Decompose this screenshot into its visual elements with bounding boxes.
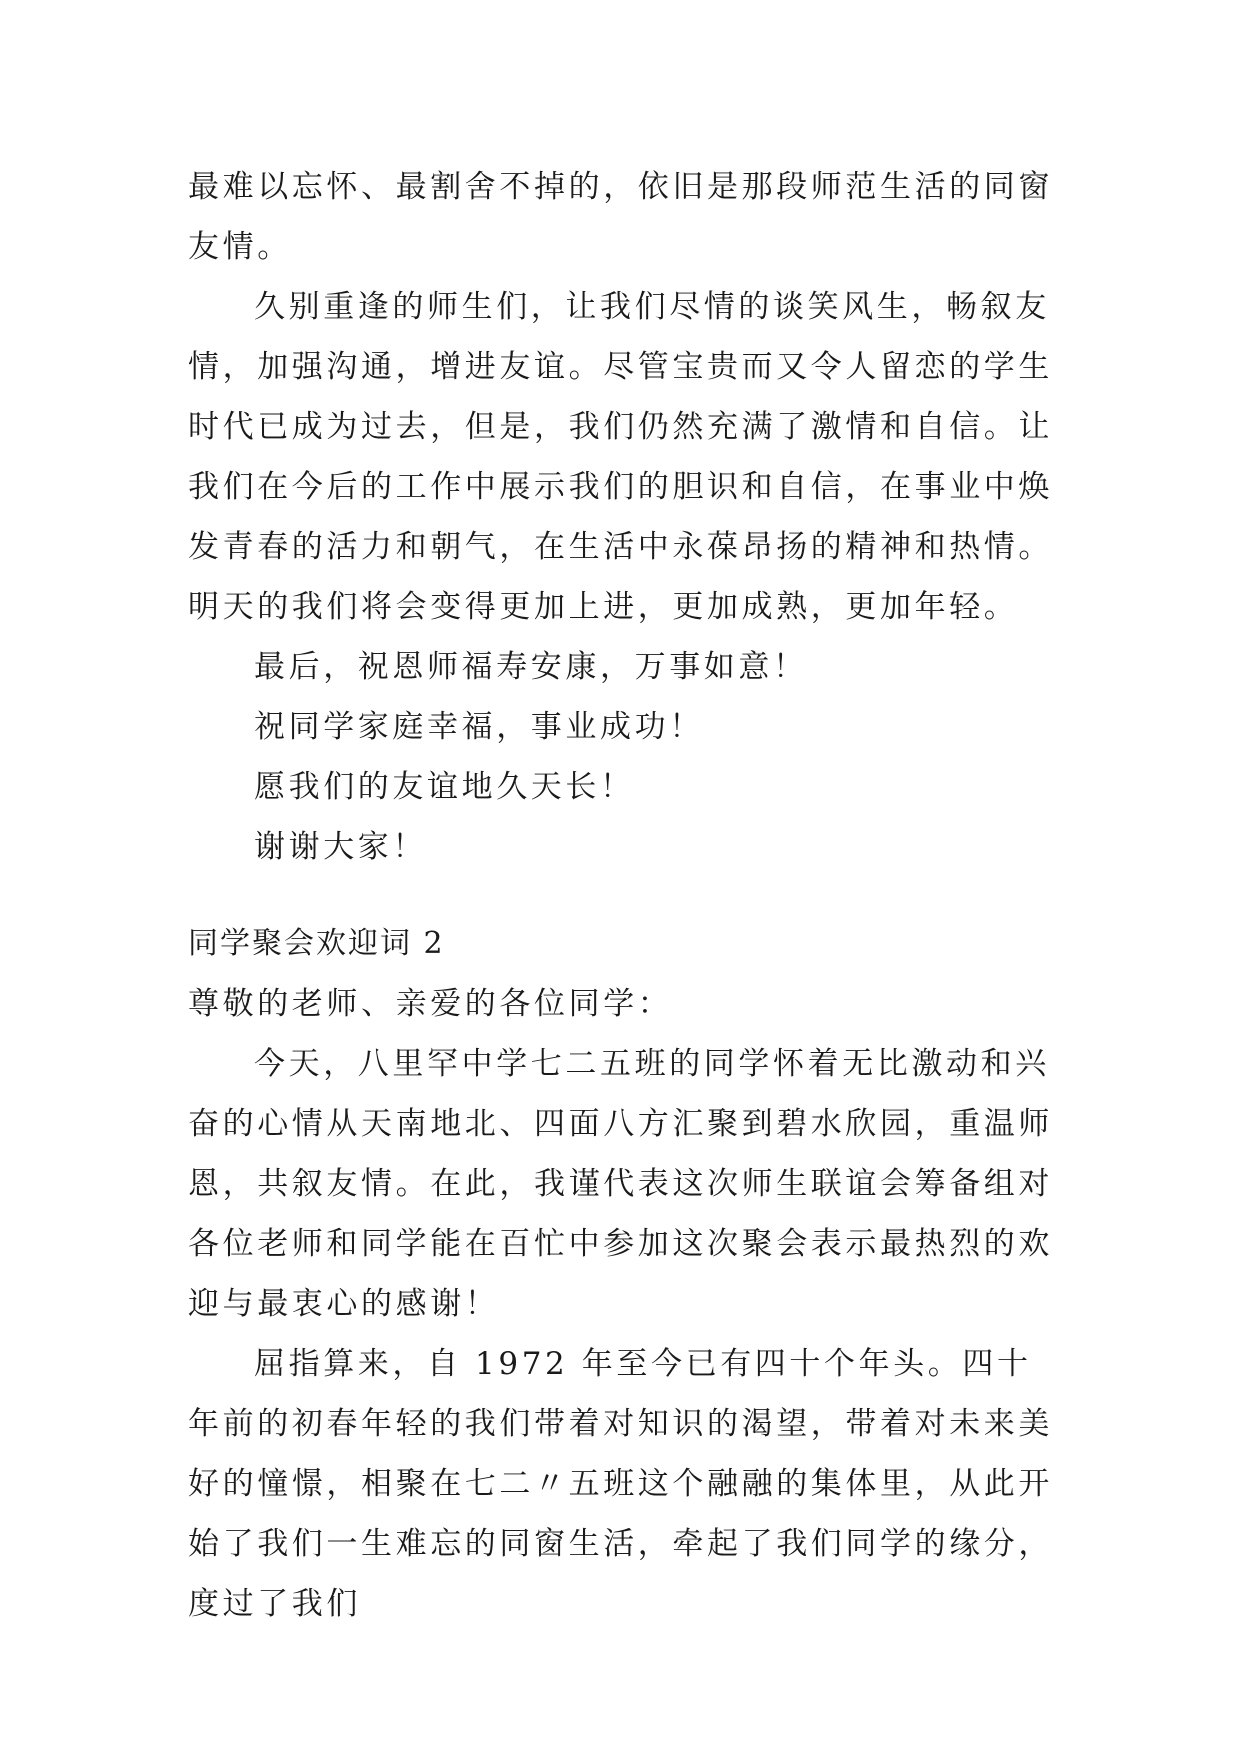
closing-thanks: 谢谢大家！ (254, 829, 427, 865)
speech-section-2 (188, 914, 1066, 1634)
paragraph-reunion: 久别重逢的师生们，让我们尽情的谈笑风生，畅叙友情，加强沟通，增进友谊。尽管宝贵而又令人留恋的学生时代已成为过去，但是，我们仍然充满了激情和自信。让我们在今后的工作中展示我们的胆识和自信，在事业中焕发青春的活力和朝气，在生活中永葆昂扬的精神和热情。明天的我们将会变得更加上进，更加成熟，更加年轻。 (188, 289, 1053, 625)
section-title: 同学聚会欢迎词 2 (188, 926, 445, 961)
wish-friendship: 愿我们的友谊地久天长！ (254, 769, 635, 805)
wish-classmates: 祝同学家庭幸福，事业成功！ (254, 709, 704, 745)
paragraph-memories: 屈指算来，自 1972 年至今已有四十个年头。四十年前的初春年轻的我们带着对知识的渴望，带着对未来美好的憧憬，相聚在七二〃五班这个融融的集体里，从此开始了我们一生难忘的同窗生活，牵起了我们同学的缘分，度过了我们 (188, 1346, 1053, 1622)
speech-section-1 (188, 157, 1066, 877)
paragraph-friendship: 最难以忘怀、最割舍不掉的，依旧是那段师范生活的同窗友情。 (188, 169, 1053, 265)
salutation: 尊敬的老师、亲爱的各位同学： (188, 986, 673, 1022)
wish-teachers: 最后，祝恩师福寿安康，万事如意！ (254, 649, 808, 685)
paragraph-welcome: 今天，八里罕中学七二五班的同学怀着无比激动和兴奋的心情从天南地北、四面八方汇聚到碧水欣园，重温师恩，共叙友情。在此，我谨代表这次师生联谊会筹备组对各位老师和同学能在百忙中参加这次聚会表示最热烈的欢迎与最衷心的感谢！ (188, 1046, 1053, 1322)
